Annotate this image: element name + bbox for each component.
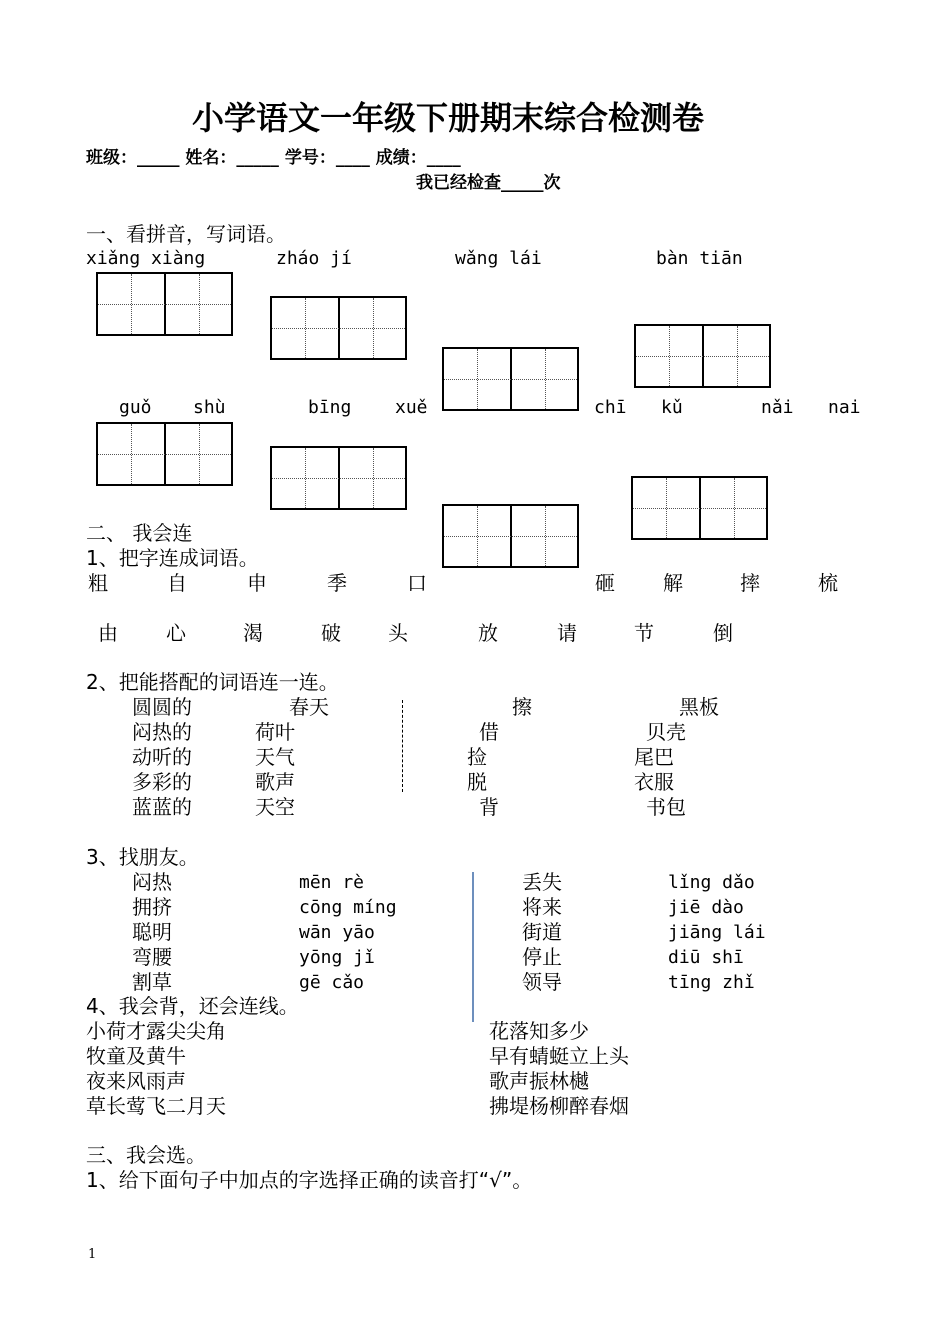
character: 解 <box>663 571 683 595</box>
poem-line: 歌声振林樾 <box>489 1069 589 1093</box>
character: 头 <box>388 621 408 645</box>
pinyin-label: mēn rè <box>299 872 365 893</box>
match-item: 脱 <box>467 770 487 794</box>
match-item: 圆圆的 <box>132 695 192 719</box>
match-item: 黑板 <box>679 695 719 719</box>
match-item: 天空 <box>255 795 295 819</box>
character: 申 <box>247 571 267 595</box>
match-item: 书包 <box>646 795 686 819</box>
pinyin-label: tīng zhǐ <box>668 972 755 993</box>
match-item: 背 <box>479 795 499 819</box>
page-title: 小学语文一年级下册期末综合检测卷 <box>192 99 705 137</box>
poem-line: 草长莺飞二月天 <box>86 1094 226 1118</box>
section3-q1: 1、给下面句子中加点的字选择正确的读音打“√”。 <box>86 1168 533 1192</box>
pinyin-label: jiē dào <box>668 897 744 918</box>
pinyin-label: kǔ <box>661 397 683 418</box>
poem-line: 牧童及黄牛 <box>86 1044 186 1068</box>
character: 节 <box>634 621 654 645</box>
writing-grid[interactable] <box>270 446 407 510</box>
pinyin-label: yōng jǐ <box>299 947 375 968</box>
match-item: 捡 <box>467 745 487 769</box>
match-item: 动听的 <box>132 745 192 769</box>
divider-line <box>402 700 403 792</box>
pinyin-label: cōng míng <box>299 897 397 918</box>
character: 由 <box>98 621 118 645</box>
match-item: 多彩的 <box>132 770 192 794</box>
character: 心 <box>166 621 186 645</box>
divider-line <box>472 872 474 1022</box>
pinyin-label: bàn tiān <box>656 248 743 269</box>
writing-grid[interactable] <box>631 476 768 540</box>
word: 弯腰 <box>132 945 172 969</box>
poem-line: 小荷才露尖尖角 <box>86 1019 226 1043</box>
character: 梳 <box>818 571 838 595</box>
pinyin-label: diū shī <box>668 947 744 968</box>
character: 粗 <box>88 571 108 595</box>
match-item: 贝壳 <box>646 720 686 744</box>
pinyin-label: chī <box>594 397 627 418</box>
student-info-line: 班级：_____ 姓名：_____ 学号：____ 成绩：____ <box>86 148 461 168</box>
pinyin-label: xiǎng xiàng <box>86 248 206 269</box>
poem-line: 拂堤杨柳醉春烟 <box>489 1094 629 1118</box>
word: 将来 <box>522 895 562 919</box>
pinyin-label: jiāng lái <box>668 922 766 943</box>
match-item: 闷热的 <box>132 720 192 744</box>
word: 聪明 <box>132 920 172 944</box>
character: 请 <box>557 621 577 645</box>
match-item: 擦 <box>512 695 532 719</box>
poem-line: 花落知多少 <box>489 1019 589 1043</box>
word: 割草 <box>132 970 172 994</box>
section2-heading: 二、 我会连 <box>86 521 193 545</box>
character: 渴 <box>243 621 263 645</box>
writing-grid[interactable] <box>96 272 233 336</box>
pinyin-label: nǎi <box>761 397 794 418</box>
match-item: 歌声 <box>255 770 295 794</box>
section1-heading: 一、看拼音，写词语。 <box>86 222 286 246</box>
writing-grid[interactable] <box>270 296 407 360</box>
character: 倒 <box>713 621 733 645</box>
match-item: 借 <box>479 720 499 744</box>
writing-grid[interactable] <box>442 504 579 568</box>
character: 砸 <box>595 571 615 595</box>
q3-label: 3、找朋友。 <box>86 845 199 869</box>
character: 放 <box>478 621 498 645</box>
pinyin-label: lǐng dǎo <box>668 872 755 893</box>
pinyin-label: xuě <box>395 397 428 418</box>
q2-label: 2、把能搭配的词语连一连。 <box>86 670 339 694</box>
match-item: 衣服 <box>634 770 674 794</box>
writing-grid[interactable] <box>96 422 233 486</box>
check-count-line: 我已经检查_____次 <box>416 173 561 193</box>
character: 摔 <box>740 571 760 595</box>
writing-grid[interactable] <box>442 347 579 411</box>
character: 破 <box>321 621 341 645</box>
character: 口 <box>407 571 427 595</box>
character: 季 <box>327 571 347 595</box>
q4-label: 4、我会背，还会连线。 <box>86 994 299 1018</box>
word: 停止 <box>522 945 562 969</box>
match-item: 荷叶 <box>255 720 295 744</box>
pinyin-label: gē cǎo <box>299 972 365 993</box>
q1-label: 1、把字连成词语。 <box>86 546 259 570</box>
character: 自 <box>167 571 187 595</box>
page-number: 1 <box>88 1247 97 1262</box>
word: 领导 <box>522 970 562 994</box>
word: 闷热 <box>132 870 172 894</box>
match-item: 天气 <box>255 745 295 769</box>
word: 拥挤 <box>132 895 172 919</box>
pinyin-label: bīng <box>308 397 352 418</box>
match-item: 蓝蓝的 <box>132 795 192 819</box>
poem-line: 夜来风雨声 <box>86 1069 186 1093</box>
pinyin-label: shù <box>193 397 226 418</box>
pinyin-label: guǒ <box>119 397 152 418</box>
writing-grid[interactable] <box>634 324 771 388</box>
pinyin-label: zháo jí <box>276 248 352 269</box>
match-item: 尾巴 <box>634 745 674 769</box>
word: 丢失 <box>522 870 562 894</box>
section3-heading: 三、我会选。 <box>86 1143 206 1167</box>
pinyin-label: nai <box>828 397 861 418</box>
word: 街道 <box>522 920 562 944</box>
pinyin-label: wān yāo <box>299 922 375 943</box>
poem-line: 早有蜻蜓立上头 <box>489 1044 629 1068</box>
match-item: 春天 <box>289 695 329 719</box>
pinyin-label: wǎng lái <box>455 248 542 269</box>
